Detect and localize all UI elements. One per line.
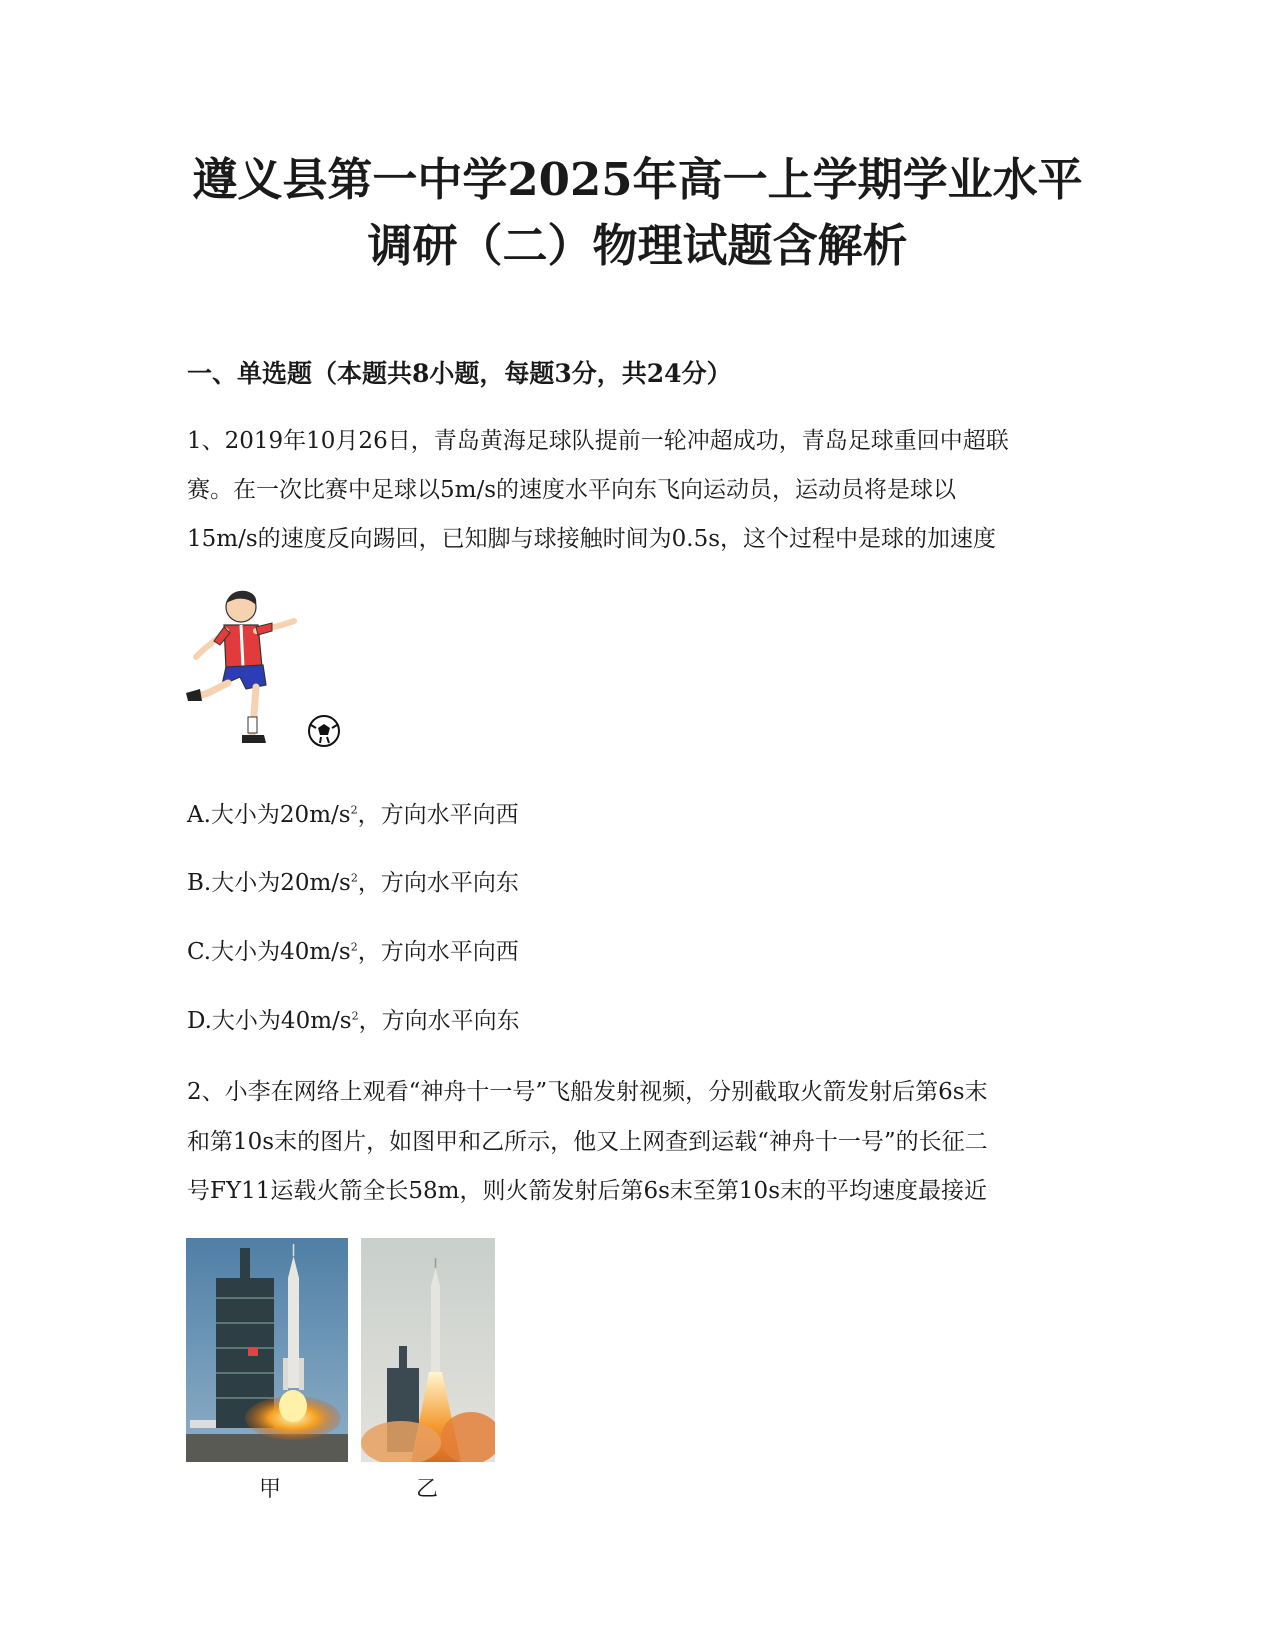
- rocket-launch-photo-jia: [186, 1238, 348, 1462]
- rocket-launch-photo-yi: [361, 1238, 495, 1462]
- option-b: B.大小为$20m/s^2$，方向水平向东: [187, 870, 519, 896]
- document-title-line1: 遵义县第一中学2025年高一上学期学业水平: [192, 153, 1083, 206]
- option-a: A.大小为$20m/s^2$，方向水平向西: [187, 802, 519, 828]
- question1-text-line1: 1、2019年10月26日，青岛黄海足球队提前一轮冲超成功，青岛足球重回中超联: [187, 428, 1009, 454]
- question2-text-line2: 和第10s末的图片，如图甲和乙所示，他又上网查到运载“神舟十一号”的长征二: [187, 1129, 988, 1155]
- document-title-line2: 调研（二）物理试题含解析: [367, 219, 908, 272]
- figure-caption-yi: 乙: [416, 1477, 439, 1502]
- question1-text-line3: 15m/s的速度反向踢回，已知脚与球接触时间为0.5s，这个过程中是球的加速度: [187, 526, 997, 552]
- section-heading: 一、单选题（本题共8小题，每题3分，共24分）: [187, 359, 732, 388]
- question2-text-line3: 号FY11运载火箭全长58m，则火箭发射后第6s末至第10s末的平均速度最接近: [187, 1178, 987, 1204]
- option-d: D.大小为$40m/s^2$，方向水平向东: [187, 1008, 520, 1034]
- question1-text-line2: 赛。在一次比赛中足球以5m/s的速度水平向东飞向运动员，运动员将是球以: [187, 477, 956, 503]
- option-c: C.大小为$40m/s^2$，方向水平向西: [187, 939, 519, 965]
- question2-text-line1: 2、小李在网络上观看“神舟十一号”飞船发射视频，分别截取火箭发射后第6s末: [187, 1079, 988, 1105]
- figure-caption-jia: 甲: [259, 1477, 282, 1502]
- soccer-player-illustration: [186, 585, 346, 755]
